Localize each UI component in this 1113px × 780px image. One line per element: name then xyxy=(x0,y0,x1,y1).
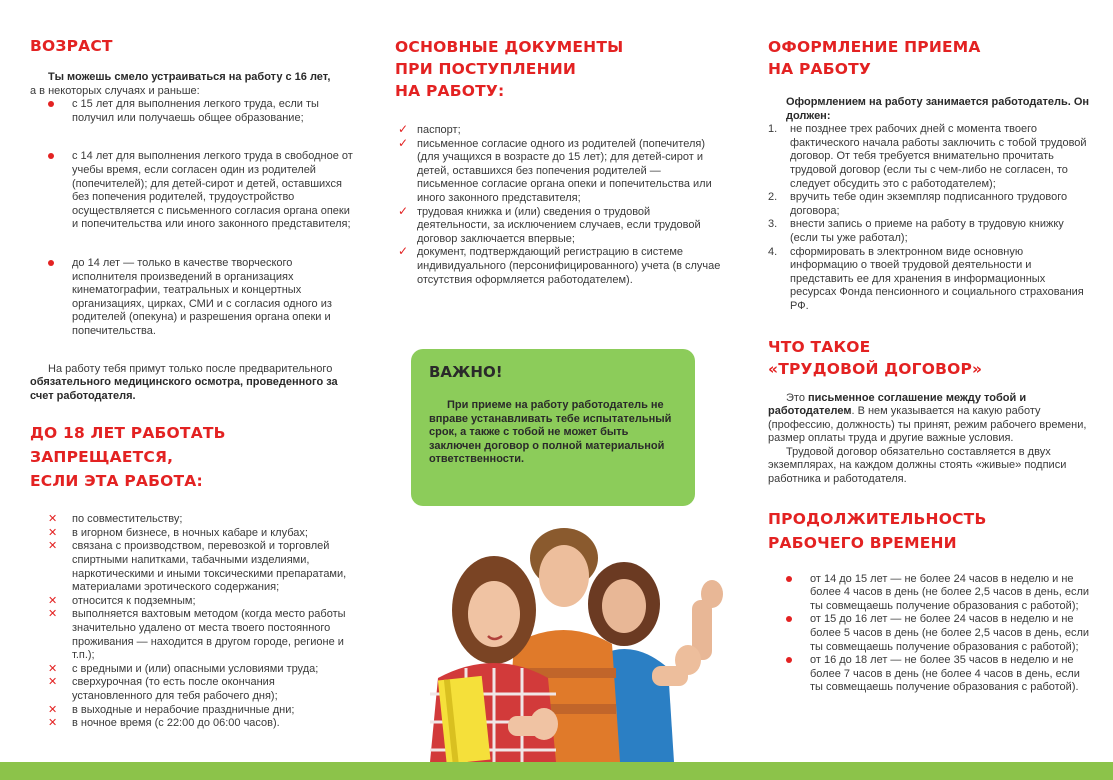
forbidden-list xyxy=(30,513,353,731)
list-item: ✓ письменное согласие одного из родителей (попечителя) (для учащихся в возрасте до 15 лет); для детей-сирот и детей, оставшихся без попечения родителей — письменное согласие органа опеки и попечительства или иного законного представителя; xyxy=(398,135,712,204)
list-item: ✕ относится к подземным; xyxy=(48,594,196,607)
list-item: ✓ трудовая книжка и (или) сведения о трудовой деятельности, за исключением случаев, если трудовой договор заключается впервые; xyxy=(398,203,701,245)
list-item: ✕ по совместительству; xyxy=(48,513,183,526)
cross-icon: ✕ xyxy=(48,662,58,675)
cross-icon: ✕ xyxy=(48,703,58,716)
important-title: ВАЖНО! xyxy=(429,363,503,381)
list-item: с 15 лет для выполнения легкого труда, если ты получил или получаешь общее образование; xyxy=(30,98,353,125)
contract-text-2: Трудовой договор обязательно составляется в двух экземплярах, на каждом должны стоять «живые» подписи работника и работодателя. xyxy=(768,445,1067,486)
cross-icon: ✕ xyxy=(48,526,58,539)
checkmark-icon: ✓ xyxy=(398,203,409,218)
list-item: 4. сформировать в электронном виде основную информацию о твоей трудовой деятельности и представить ее для хранения в информационных ресурсах Фонда пенсионного и социального страхования РФ. xyxy=(768,245,1084,312)
list-item: ✕ с вредными и (или) опасными условиями труда; xyxy=(48,662,319,675)
age-intro: Ты можешь смело устраиваться на работу с 16 лет, xyxy=(48,71,331,83)
list-item: ✓ паспорт; xyxy=(398,122,461,136)
teenagers-photo xyxy=(396,518,736,762)
list-item: 2. вручить тебе один экземпляр подписанного трудового договора; xyxy=(768,191,1068,217)
cross-icon: ✕ xyxy=(48,513,58,526)
list-item: от 14 до 15 лет — не более 24 часов в неделю и не более 4 часов в день (не более 2,5 часов в день, если ты совмещаешь получение образования с работой); xyxy=(768,573,1091,614)
documents-list xyxy=(395,124,722,287)
medical-note: На работу тебя примут только после предварительного обязательного медицинского осмотра, проведенного за счет работодателя. xyxy=(30,362,338,402)
list-item: ✕ в выходные и нерабочие праздничные дни; xyxy=(48,703,295,716)
checkmark-icon: ✓ xyxy=(398,122,409,136)
duration-list xyxy=(768,573,1091,695)
list-item: ✓ документ, подтверждающий регистрацию в системе индивидуального (персонифицированного) учета (в случае отсутствия оформляется работодателем). xyxy=(398,244,721,286)
cross-icon: ✕ xyxy=(48,608,58,621)
age-heading: ВОЗРАСТ xyxy=(30,37,113,55)
right-column xyxy=(742,0,1113,762)
age-list xyxy=(30,98,353,338)
list-item: ✕ связана с производством, перевозкой и торговлей спиртными напитками, табачными изделиями, наркотическими и иными токсическими препаратами, материалами эротического содержания; xyxy=(48,540,347,594)
age-intro-rest: а в некоторых случаях и раньше: xyxy=(30,84,200,97)
important-box xyxy=(411,349,695,506)
duration-heading: ПРОДОЛЖИТЕЛЬНОСТЬ РАБОЧЕГО ВРЕМЕНИ xyxy=(768,509,987,552)
documents-heading: ОСНОВНЫЕ ДОКУМЕНТЫ ПРИ ПОСТУПЛЕНИИ НА РАБОТУ: xyxy=(395,38,624,100)
cross-icon: ✕ xyxy=(48,676,58,689)
forbidden-heading: ДО 18 ЛЕТ РАБОТАТЬ ЗАПРЕЩАЕТСЯ, ЕСЛИ ЭТА РАБОТА: xyxy=(30,424,226,491)
list-item: от 15 до 16 лет — не более 24 часов в неделю и не более 5 часов в день (не более 2,5 часов в день, если ты совмещаешь получение образования с работой); xyxy=(768,613,1091,654)
footer-bar xyxy=(0,762,1113,780)
hiring-intro: Оформлением на работу занимается работодатель. Он должен: xyxy=(786,96,1090,122)
checkmark-icon: ✓ xyxy=(398,135,409,150)
checkmark-icon: ✓ xyxy=(398,244,409,259)
teenagers-illustration xyxy=(396,518,736,762)
hiring-list xyxy=(768,123,1091,313)
cross-icon: ✕ xyxy=(48,594,58,607)
cross-icon: ✕ xyxy=(48,540,58,553)
list-item: от 16 до 18 лет — не более 35 часов в неделю и не более 7 часов в день (не более 4 часов в день, если ты совмещаешь получение образования с работой). xyxy=(768,654,1091,695)
hiring-heading: ОФОРМЛЕНИЕ ПРИЕМА НА РАБОТУ xyxy=(768,38,981,78)
left-column xyxy=(0,0,371,762)
important-text: При приеме на работу работодатель не вправе устанавливать тебе испытательный срок, а также с тобой не может быть заключен договор о полной материальной ответственности. xyxy=(429,399,672,466)
list-item: с 14 лет для выполнения легкого труда в свободное от учебы время, если согласен один из родителей (попечителей); для детей-сирот и детей, оставшихся без попечения родителей, трудоустройство осуществляется с письменного согласия органа опеки и попечительства или иного законного представителя; xyxy=(30,150,353,232)
list-item: ✕ в ночное время (с 22:00 до 06:00 часов). xyxy=(48,717,280,730)
list-item: 3. внести запись о приеме на работу в трудовую книжку (если ты уже работал); xyxy=(768,218,1064,244)
list-item: до 14 лет — только в качестве творческого исполнителя произведений в организациях кинематографии, театральных и концертных организациях, цирках, СМИ и с согласия одного из родителей (опекуна) и разрешения органа опеки и попечительства. xyxy=(30,257,353,339)
list-item: ✕ выполняется вахтовым методом (когда место работы значительно удалено от места твоего постоянного проживания — находится в другом городе, регионе и т.п.); xyxy=(48,608,346,662)
list-item: ✕ сверхурочная (то есть после окончания установленного для тебя рабочего дня); xyxy=(48,676,278,702)
contract-text: Это письменное соглашение между тобой и работодателем. В нем указывается на какую работу (профессию, должность) ты принят, режим рабочего времени, размер оплаты труда и другие важные условия. xyxy=(768,391,1087,445)
cross-icon: ✕ xyxy=(48,717,58,730)
list-item: ✕ в игорном бизнесе, в ночных кабаре и клубах; xyxy=(48,526,308,539)
list-item: 1. не позднее трех рабочих дней с момента твоего фактического начала работы заключить с тобой трудовой договор. От тебя требуется внимательно прочитать трудовой договор (если ты с чем-либо не согласен, то следует обсудить это с работодателем); xyxy=(768,123,1087,190)
contract-heading: ЧТО ТАКОЕ «ТРУДОВОЙ ДОГОВОР» xyxy=(768,337,983,378)
